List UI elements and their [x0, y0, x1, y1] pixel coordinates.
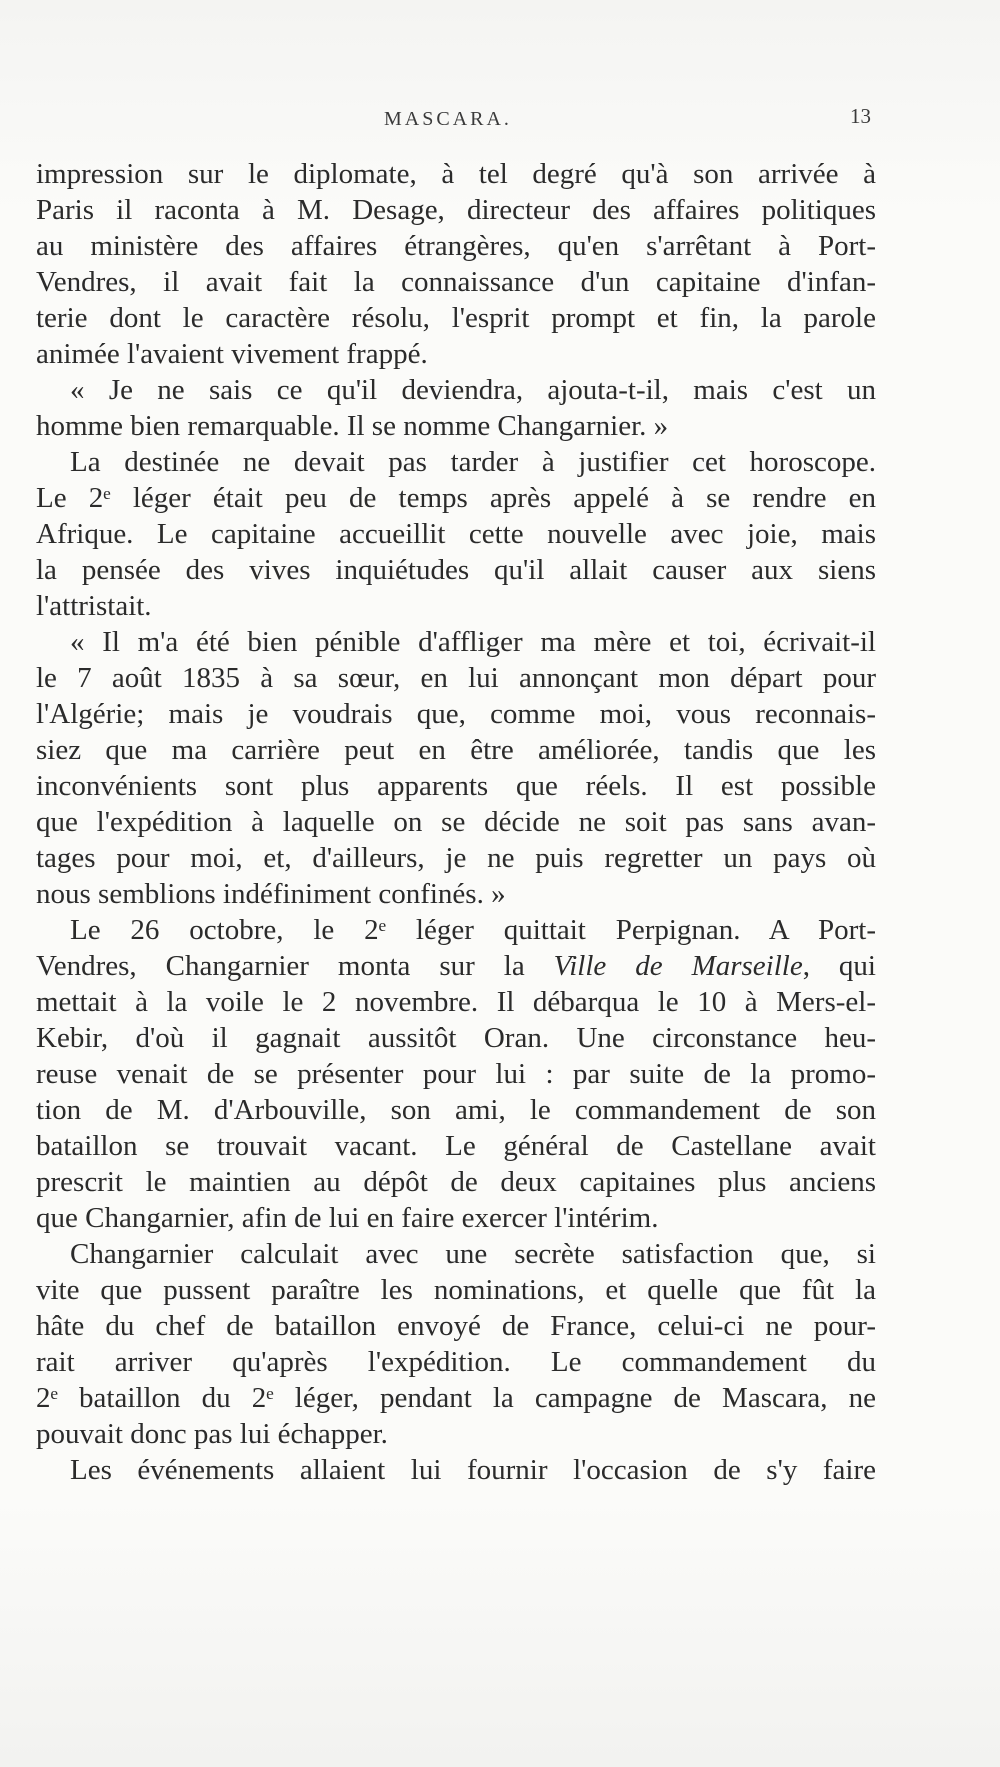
text-line: l'attristait.	[36, 590, 152, 622]
text-line: Afrique. Le capitaine accueillit cette nouvelle avec joie, mais	[36, 518, 876, 550]
text-line: impression sur le diplomate, à tel degré qu'à son arrivée à	[36, 158, 876, 190]
text-line: bataillon se trouvait vacant. Le général de Castellane avait	[36, 1130, 876, 1162]
text-line: homme bien remarquable. Il se nomme Changarnier. »	[36, 410, 669, 442]
text-line: le 7 août 1835 à sa sœur, en lui annonçant mon départ pour	[36, 662, 876, 694]
text-segment: Vendres, Changarnier monta sur la	[36, 950, 554, 982]
text-line: Le 26 octobre, le 2ᵉ léger quittait Perpignan. A Port-	[70, 914, 876, 946]
text-line: Le 2ᵉ léger était peu de temps après appelé à se rendre en	[36, 482, 876, 514]
text-line: Paris il raconta à M. Desage, directeur des affaires politiques	[36, 194, 876, 226]
text-line: 2ᵉ bataillon du 2ᵉ léger, pendant la campagne de Mascara, ne	[36, 1382, 876, 1414]
ship-name: Ville de Marseille	[553, 950, 803, 982]
text-line: animée l'avaient vivement frappé.	[36, 338, 428, 370]
text-segment: , qui	[802, 950, 876, 982]
text-line: Vendres, il avait fait la connaissance d'un capitaine d'infan-	[36, 266, 876, 298]
page-number: 13	[850, 104, 871, 128]
text-line: la pensée des vives inquiétudes qu'il allait causer aux siens	[36, 554, 876, 586]
text-line: que Changarnier, afin de lui en faire exercer l'intérim.	[36, 1202, 659, 1234]
text-line: reuse venait de se présenter pour lui : par suite de la promo-	[36, 1058, 876, 1090]
text-line: Kebir, d'où il gagnait aussitôt Oran. Une circonstance heu-	[36, 1022, 876, 1054]
text-line: mettait à la voile le 2 novembre. Il débarqua le 10 à Mers-el-	[36, 986, 876, 1018]
text-line: La destinée ne devait pas tarder à justifier cet horoscope.	[70, 446, 876, 478]
text-line: rait arriver qu'après l'expédition. Le commandement du	[36, 1346, 876, 1378]
text-line: hâte du chef de bataillon envoyé de France, celui-ci ne pour-	[36, 1310, 876, 1342]
text-line: que l'expédition à laquelle on se décide ne soit pas sans avan-	[36, 806, 876, 838]
text-line: « Je ne sais ce qu'il deviendra, ajouta-t-il, mais c'est un	[70, 374, 876, 406]
text-line: siez que ma carrière peut en être améliorée, tandis que les	[36, 734, 876, 766]
text-line: « Il m'a été bien pénible d'affliger ma mère et toi, écrivait-il	[70, 626, 876, 658]
text-line: Changarnier calculait avec une secrète satisfaction que, si	[70, 1238, 876, 1270]
text-line	[36, 947, 876, 985]
text-line: vite que pussent paraître les nominations, et quelle que fût la	[36, 1274, 876, 1306]
text-line: pouvait donc pas lui échapper.	[36, 1418, 388, 1450]
text-line: Les événements allaient lui fournir l'occasion de s'y faire	[70, 1454, 876, 1486]
text-line: l'Algérie; mais je voudrais que, comme moi, vous reconnais-	[36, 698, 876, 730]
text-line: inconvénients sont plus apparents que réels. Il est possible	[36, 770, 876, 802]
text-line: prescrit le maintien au dépôt de deux capitaines plus anciens	[36, 1166, 876, 1198]
text-line: tion de M. d'Arbouville, son ami, le commandement de son	[36, 1094, 876, 1126]
text-line: tages pour moi, et, d'ailleurs, je ne puis regretter un pays où	[36, 842, 876, 874]
text-line: au ministère des affaires étrangères, qu'en s'arrêtant à Port-	[36, 230, 876, 262]
text-line: terie dont le caractère résolu, l'esprit prompt et fin, la parole	[36, 302, 876, 334]
text-line: nous semblions indéfiniment confinés. »	[36, 878, 506, 910]
running-title: MASCARA.	[384, 108, 512, 130]
